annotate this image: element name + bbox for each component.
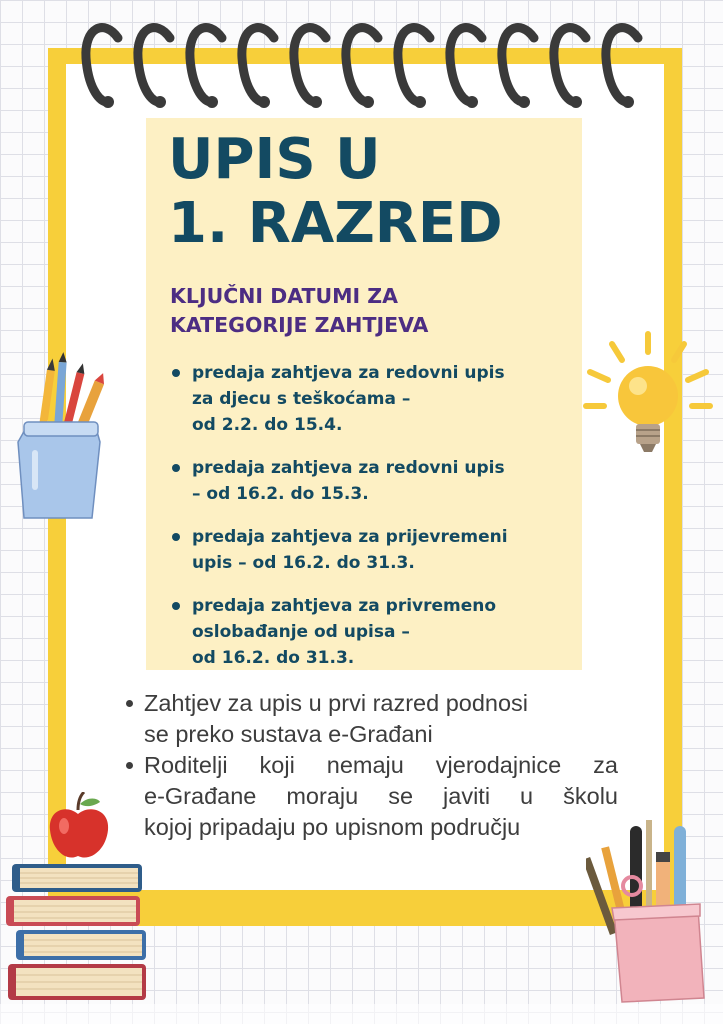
ring-hole-icon — [310, 96, 322, 108]
ring-hole-icon — [518, 96, 530, 108]
info-line: kojoj pripadaju po upisnom području — [144, 814, 521, 840]
bullet-icon — [172, 533, 180, 541]
subtitle-line-1: KLJUČNI DATUMI ZA — [170, 284, 399, 308]
spiral-binding — [70, 8, 670, 120]
info-line: Zahtjev za upis u prvi razred podnosi — [144, 690, 529, 716]
bullet-icon — [172, 369, 180, 377]
spiral-ring-icon — [502, 28, 534, 102]
bullet-icon — [126, 700, 133, 707]
spiral-ring-icon — [554, 28, 586, 102]
date-line: predaja zahtjeva za privremeno — [192, 596, 497, 616]
list-item — [122, 688, 618, 750]
torn-paper-edge — [0, 1004, 723, 1024]
list-item — [122, 750, 618, 843]
ring-hole-icon — [362, 96, 374, 108]
bullet-icon — [172, 602, 180, 610]
spiral-ring-icon — [450, 28, 482, 102]
ring-hole-icon — [466, 96, 478, 108]
info-line: e-Građane moraju se javiti u školu — [144, 783, 618, 809]
spiral-ring-icon — [294, 28, 326, 102]
info-line: se preko sustava e-Građani — [144, 721, 433, 747]
date-line: upis – od 16.2. do 31.3. — [192, 553, 415, 573]
spiral-ring-icon — [398, 28, 430, 102]
subtitle-line-2: KATEGORIJE ZAHTJEVA — [170, 313, 429, 337]
info-list — [122, 688, 618, 843]
spiral-ring-icon — [190, 28, 222, 102]
apple-icon — [44, 792, 114, 864]
info-line: Roditelji koji nemaju vjerodajnice za — [144, 752, 618, 778]
section-subtitle — [170, 282, 570, 340]
pen-cup-icon — [586, 816, 720, 1006]
list-item — [170, 524, 570, 576]
date-line: predaja zahtjeva za prijevremeni — [192, 527, 508, 547]
pencil-jar-icon — [4, 350, 114, 530]
ring-hole-icon — [622, 96, 634, 108]
key-dates-list — [170, 360, 570, 688]
ring-hole-icon — [154, 96, 166, 108]
spiral-ring-icon — [86, 28, 118, 102]
ring-hole-icon — [414, 96, 426, 108]
spiral-ring-icon — [242, 28, 274, 102]
bullet-icon — [172, 464, 180, 472]
date-line: predaja zahtjeva za redovni upis — [192, 363, 505, 383]
date-line: od 16.2. do 31.3. — [192, 648, 355, 668]
date-line: – od 16.2. do 15.3. — [192, 484, 369, 504]
date-line: od 2.2. do 15.4. — [192, 415, 343, 435]
spiral-ring-icon — [138, 28, 170, 102]
spiral-ring-icon — [606, 28, 638, 102]
date-line: oslobađanje od upisa – — [192, 622, 410, 642]
list-item — [170, 455, 570, 507]
bullet-icon — [126, 762, 133, 769]
list-item — [170, 360, 570, 438]
date-line: predaja zahtjeva za redovni upis — [192, 458, 505, 478]
ring-hole-icon — [206, 96, 218, 108]
ring-hole-icon — [258, 96, 270, 108]
light-bulb-icon — [582, 330, 716, 460]
page-title — [168, 128, 503, 256]
date-line: za djecu s teškoćama – — [192, 389, 411, 409]
ring-hole-icon — [102, 96, 114, 108]
title-line-2: 1. RAZRED — [168, 191, 503, 256]
spiral-ring-icon — [346, 28, 378, 102]
list-item — [170, 593, 570, 671]
ring-hole-icon — [570, 96, 582, 108]
book-stack-icon — [4, 858, 152, 1008]
title-line-1: UPIS U — [168, 127, 381, 192]
